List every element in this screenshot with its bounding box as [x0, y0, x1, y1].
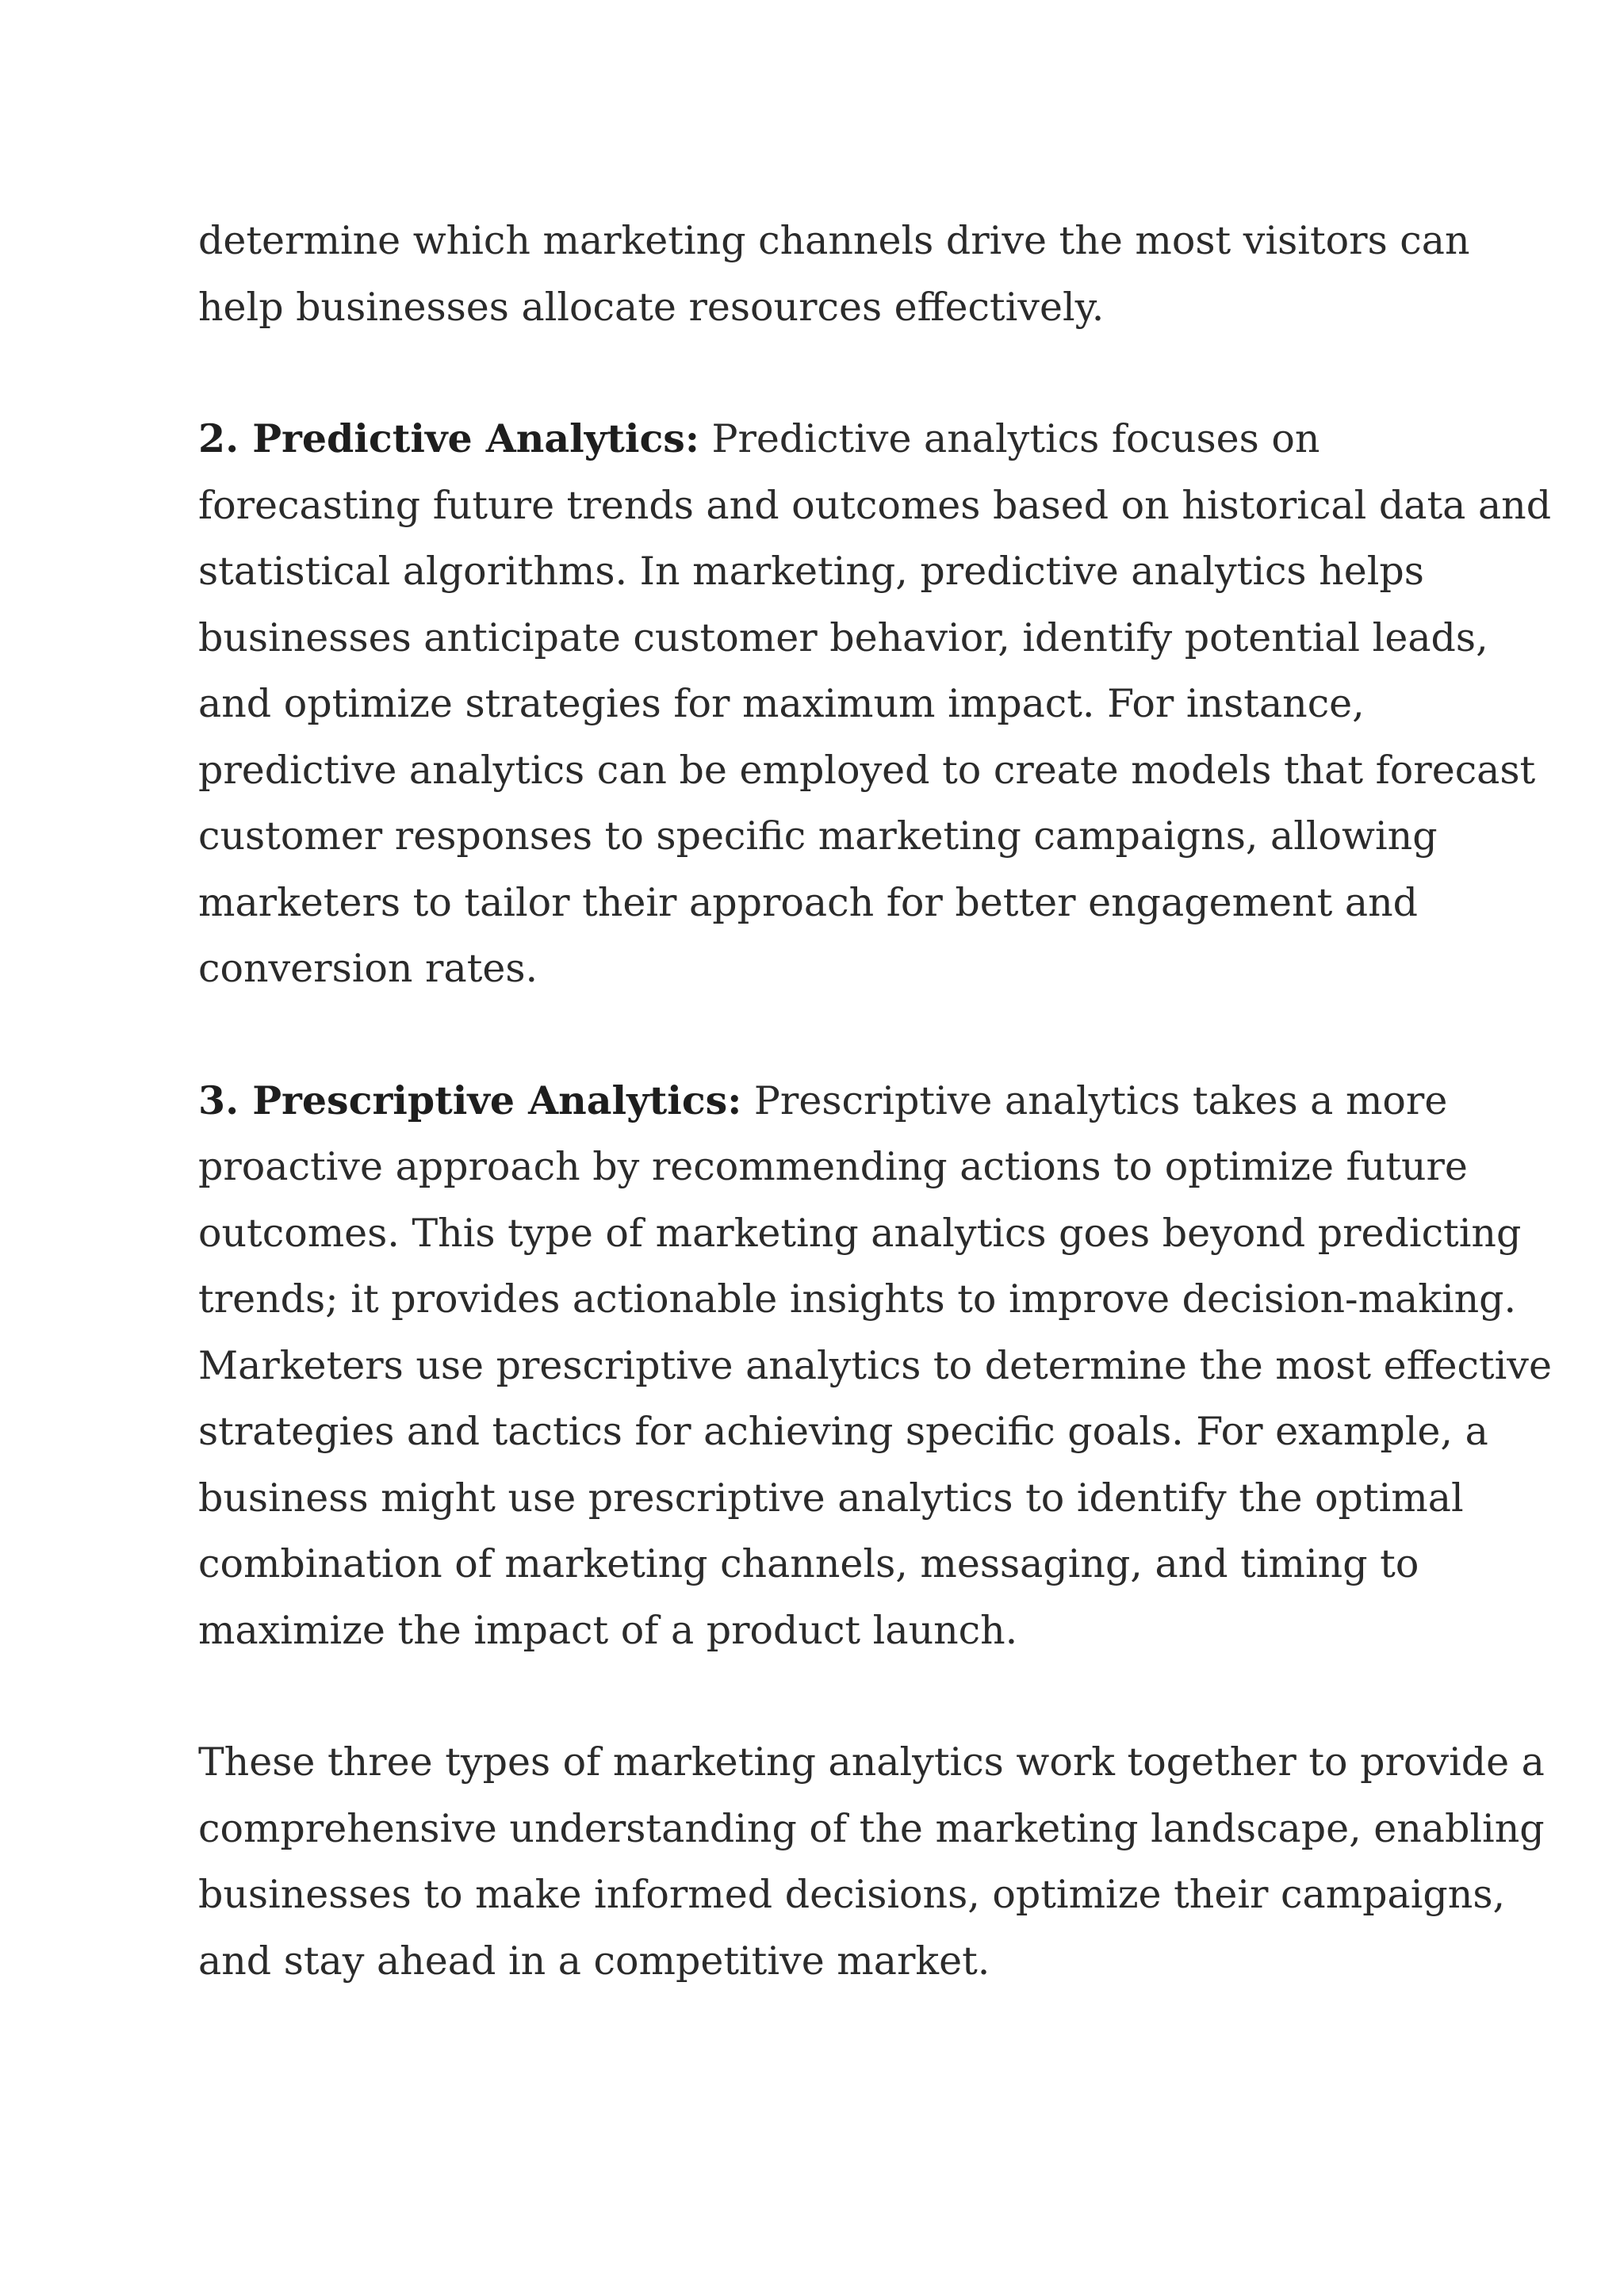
text-line [198, 1068, 1451, 1135]
paragraph-spacer [198, 1002, 1451, 1068]
text-line: and optimize strategies for maximum impact. For instance, [198, 681, 1365, 726]
text-line: customer responses to specific marketing campaigns, allowing [198, 813, 1438, 859]
text-line [198, 406, 1451, 473]
text-line: These three types of marketing analytics work together to provide a [198, 1739, 1545, 1785]
paragraph-predictive-analytics [198, 406, 1552, 1002]
text-line: Marketers use prescriptive analytics to determine the most effective [198, 1342, 1552, 1388]
paragraph-spacer [198, 1663, 1451, 1729]
section-heading-prescriptive: 3. Prescriptive Analytics: [198, 1077, 742, 1123]
section-heading-predictive: 2. Predictive Analytics: [198, 415, 699, 461]
paragraph-intro-continuation [198, 208, 1470, 340]
text-fragment: Prescriptive analytics takes a more [741, 1077, 1448, 1123]
paragraph-prescriptive-analytics [198, 1068, 1552, 1664]
text-line: businesses to make informed decisions, optimize their campaigns, [198, 1872, 1506, 1917]
text-line: and stay ahead in a competitive market. [198, 1938, 990, 1984]
text-line: help businesses allocate resources effectively. [198, 284, 1105, 330]
text-line: predictive analytics can be employed to create models that forecast [198, 747, 1536, 793]
text-line: proactive approach by recommending actions to optimize future [198, 1144, 1468, 1189]
text-line: businesses anticipate customer behavior, identify potential leads, [198, 614, 1488, 660]
text-line: strategies and tactics for achieving specific goals. For example, a [198, 1409, 1488, 1454]
text-fragment: Predictive analytics focuses on [699, 416, 1320, 461]
text-line: trends; it provides actionable insights to improve decision-making. [198, 1276, 1517, 1322]
text-line: combination of marketing channels, messaging, and timing to [198, 1541, 1419, 1586]
paragraph-conclusion [198, 1729, 1545, 1994]
paragraph-spacer [198, 340, 1451, 406]
text-line: statistical algorithms. In marketing, predictive analytics helps [198, 549, 1424, 594]
text-line: maximize the impact of a product launch. [198, 1607, 1018, 1653]
text-line: forecasting future trends and outcomes based on historical data and [198, 482, 1552, 528]
text-line: determine which marketing channels drive the most visitors can [198, 218, 1470, 263]
document-body [198, 208, 1552, 1994]
text-line: business might use prescriptive analytics to identify the optimal [198, 1475, 1464, 1521]
text-line: comprehensive understanding of the marketing landscape, enabling [198, 1805, 1545, 1851]
text-line: outcomes. This type of marketing analytics goes beyond predicting [198, 1210, 1522, 1256]
text-line: conversion rates. [198, 946, 538, 991]
text-line: marketers to tailor their approach for better engagement and [198, 879, 1419, 925]
